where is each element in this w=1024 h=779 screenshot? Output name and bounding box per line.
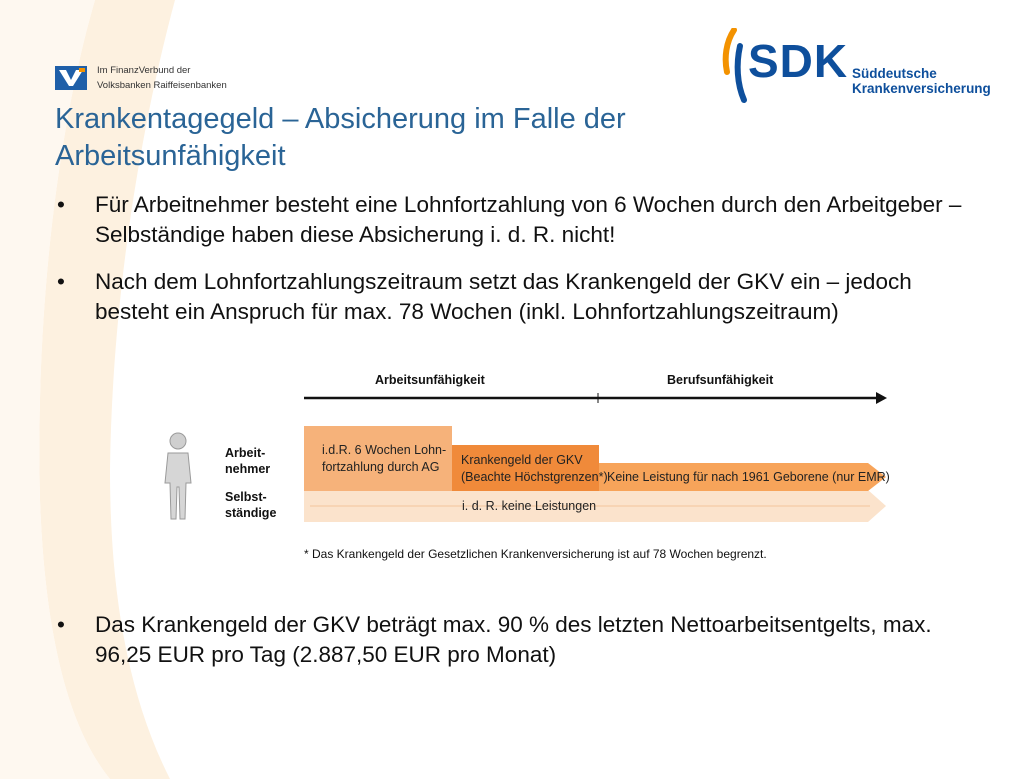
box2-line-2: (Beachte Höchstgrenzen*) xyxy=(461,470,608,484)
person-icon xyxy=(165,433,191,519)
finanzverbund-text xyxy=(97,63,227,93)
bullet-icon: • xyxy=(57,192,65,217)
title-line-1: Krankentagegeld – Absicherung im Falle der xyxy=(55,103,626,135)
box-lohnfortzahlung xyxy=(322,442,446,476)
verbund-line-1: Im FinanzVerbund der xyxy=(97,65,191,76)
sdk-logo-text: SDK xyxy=(748,35,849,87)
diagram-footnote: * Das Krankengeld der Gesetzlichen Krankenversicherung ist auf 78 Wochen begrenzt. xyxy=(304,547,767,561)
row-label-arbeitnehmer xyxy=(225,445,270,477)
phase-label-arbeitsunfaehigkeit: Arbeitsunfähigkeit xyxy=(375,373,485,387)
box-keine-leistung: Keine Leistung für nach 1961 Geborene (nur EMR) xyxy=(607,470,890,484)
bullet-text: Für Arbeitnehmer besteht eine Lohnfortzahlung von 6 Wochen durch den Arbeitgeber – Selbständige haben diese Absicherung i. d. R. nicht! xyxy=(95,192,962,247)
row-label-2-line-1: Selbst- xyxy=(225,490,267,504)
sdk-subtitle-line-1: Süddeutsche xyxy=(852,66,937,81)
coverage-timeline-diagram xyxy=(150,365,900,570)
bar-keine-leistungen: i. d. R. keine Leistungen xyxy=(462,499,597,513)
box1-line-1: i.d.R. 6 Wochen Lohn- xyxy=(322,443,447,457)
volksbank-logo xyxy=(55,66,87,90)
phase-label-berufsunfaehigkeit: Berufsunfähigkeit xyxy=(667,373,774,387)
title-line-2: Arbeitsunfähigkeit xyxy=(55,140,286,172)
bullet-icon: • xyxy=(57,269,65,294)
row-label-1-line-1: Arbeit- xyxy=(225,446,266,460)
box-krankengeld-gkv xyxy=(461,452,608,486)
row-label-1-line-2: nehmer xyxy=(225,462,271,476)
bullet-text: Das Krankengeld der GKV beträgt max. 90 % des letzten Nettoarbeitsentgelts, max. 96,25 EUR pro Tag (2.887,50 EUR pro Monat) xyxy=(95,612,932,667)
bullet-icon: • xyxy=(57,612,65,637)
verbund-line-2: Volksbanken Raiffeisenbanken xyxy=(97,80,227,91)
page-title xyxy=(55,101,775,175)
row-label-selbststaendige xyxy=(225,489,276,521)
box2-line-1: Krankengeld der GKV xyxy=(461,453,583,467)
bullet-text: Nach dem Lohnfortzahlungszeitraum setzt das Krankengeld der GKV ein – jedoch besteht ein Anspruch für max. 78 Wochen (inkl. Lohnfortzahlungszeitraum) xyxy=(95,269,912,324)
sdk-subtitle-line-2: Krankenversicherung xyxy=(852,81,991,96)
sdk-logo xyxy=(718,28,991,106)
box1-line-2: fortzahlung durch AG xyxy=(322,460,440,474)
row-label-2-line-2: ständige xyxy=(225,506,277,520)
